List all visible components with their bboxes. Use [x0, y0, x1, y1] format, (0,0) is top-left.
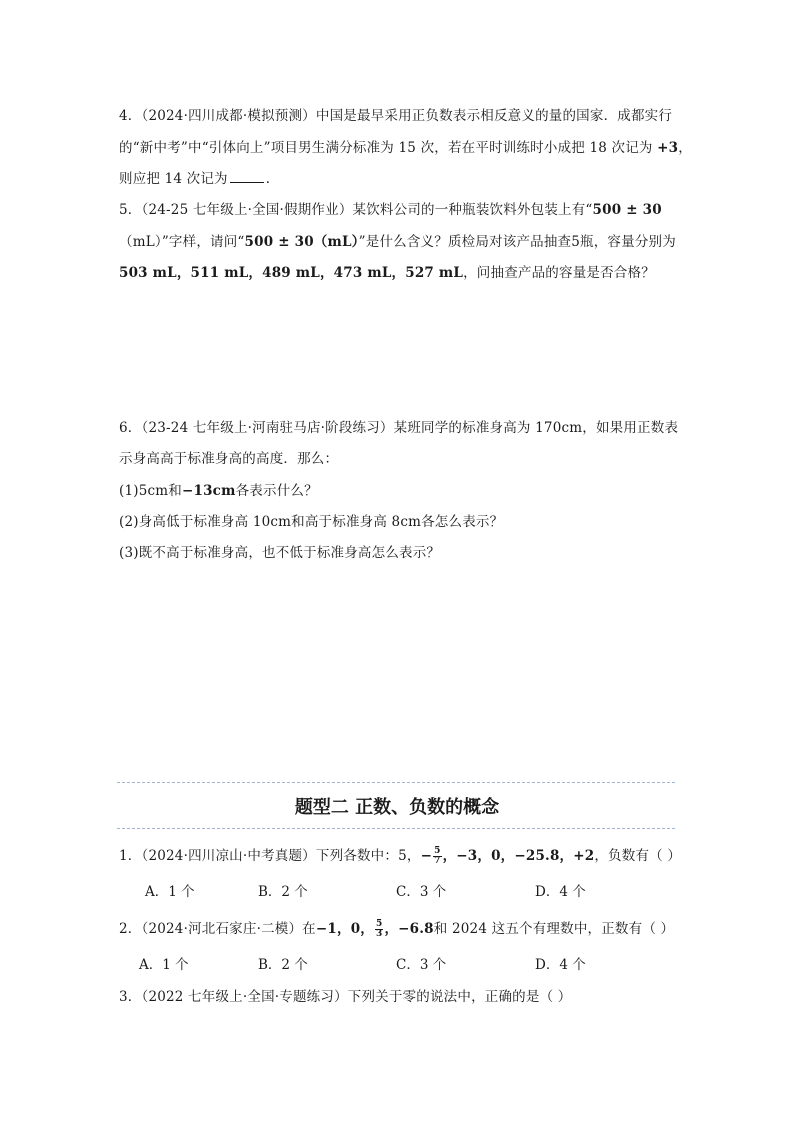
q4-text-2c: ， [678, 140, 692, 156]
q6-text-5: (3)既不高于标准身高，也不低于标准身高怎么表示？ [119, 545, 441, 561]
q4-text-3b: ． [265, 171, 280, 187]
s3-stem [119, 985, 571, 1005]
q6-text-1: 6．（23-24 七年级上·河南驻马店·阶段练习）某班同学的标准身高为 170cm，如果用正数表 [119, 420, 679, 436]
s2-math-b: ，−6.8 [384, 921, 434, 937]
s2-stem [119, 917, 674, 939]
s2-fraction [375, 920, 383, 939]
q5-math-volumes: 503 mL，511 mL，489 mL，473 mL，527 mL [119, 265, 464, 281]
q5-line-2 [119, 230, 676, 250]
s1-text-c: ，负数有（ ） [594, 848, 682, 864]
s2-option-c[interactable]: C．3 个 [396, 957, 447, 973]
s1-math-list: ，−3，0，−25.8，+2 [442, 848, 595, 864]
s2-option-b[interactable]: B．2 个 [258, 957, 308, 973]
s1-text-a: 1．（2024·四川凉山·中考真题）下列各数中：5， [119, 848, 421, 864]
q6-text-3a: (1)5cm和 [119, 483, 182, 499]
q5-text-2c: ”是什么含义？质检局对该产品抽查5瓶，容量分别为 [358, 234, 676, 250]
s2-text-a: 2．（2024·河北石家庄·二模）在 [119, 921, 316, 937]
q4-answer-blank[interactable] [230, 170, 264, 183]
q5-text-2a: （mL）”字样，请问“ [119, 234, 245, 250]
s1-stem [119, 844, 681, 866]
section-divider-top [117, 782, 675, 783]
q4-text-2: 的“新中考”中“引体向上”项目男生满分标准为 15 次，若在平时训练时小成把 18 次记为 [119, 140, 658, 156]
s1-option-d[interactable]: D．4 个 [535, 884, 586, 900]
s2-option-d[interactable]: D．4 个 [535, 957, 586, 973]
q6-line-1 [119, 416, 678, 436]
q4-line-1 [119, 104, 672, 124]
q6-line-5 [119, 541, 440, 561]
s1-option-c[interactable]: C．3 个 [396, 884, 447, 900]
q6-line-4 [119, 510, 503, 530]
s3-text: 3．（2022 七年级上·全国·专题练习）下列关于零的说法中，正确的是（ ） [119, 989, 572, 1005]
q4-line-3 [119, 167, 279, 187]
q6-text-3c: 各表示什么？ [235, 483, 318, 499]
q6-math-minus13cm: −13cm [181, 483, 236, 499]
q5-text-1: 5．（24-25 七年级上·全国·假期作业）某饮料公司的一种瓶装饮料外包装上有“ [119, 202, 593, 218]
s1-fraction [433, 847, 441, 866]
s1-frac-num: 5 [434, 846, 441, 856]
q4-math-plus3: +3 [657, 140, 679, 156]
s2-frac-num: 5 [376, 919, 383, 929]
s2-text-d: 和 2024 这五个有理数中，正数有（ ） [433, 921, 675, 937]
q5-math-500pm30: 500 ± 30 [592, 202, 662, 218]
q4-text-1: 4．（2024·四川成都·模拟预测）中国是最早采用正负数表示相反意义的量的国家．成都实行 [119, 108, 673, 124]
q4-line-2 [119, 136, 692, 156]
q6-line-2 [119, 447, 338, 467]
q6-line-3 [119, 479, 318, 499]
section-title: 题型二 正数、负数的概念 [294, 797, 500, 818]
s1-frac-den: 7 [434, 856, 441, 866]
s2-frac-den: 3 [376, 929, 383, 939]
s2-math-a: −1，0， [315, 921, 374, 937]
q6-text-4: (2)身高低于标准身高 10cm和高于标准身高 8cm各怎么表示？ [119, 514, 504, 530]
q6-text-2: 示身高高于标准身高的高度．那么： [119, 451, 339, 467]
section-divider-bottom [117, 828, 675, 829]
s1-option-a[interactable]: A．1 个 [145, 884, 195, 900]
s2-option-a[interactable]: A．1 个 [139, 957, 189, 973]
s1-math-neg: − [420, 848, 433, 864]
q4-text-3: 则应把 14 次记为 [119, 171, 228, 187]
q5-math-500pm30ml: 500 ± 30（mL） [244, 234, 359, 250]
s1-option-b[interactable]: B．2 个 [258, 884, 308, 900]
q5-line-1 [119, 198, 662, 218]
q5-line-3 [119, 261, 655, 281]
q5-text-3b: ，问抽查产品的容量是否合格？ [463, 265, 655, 281]
